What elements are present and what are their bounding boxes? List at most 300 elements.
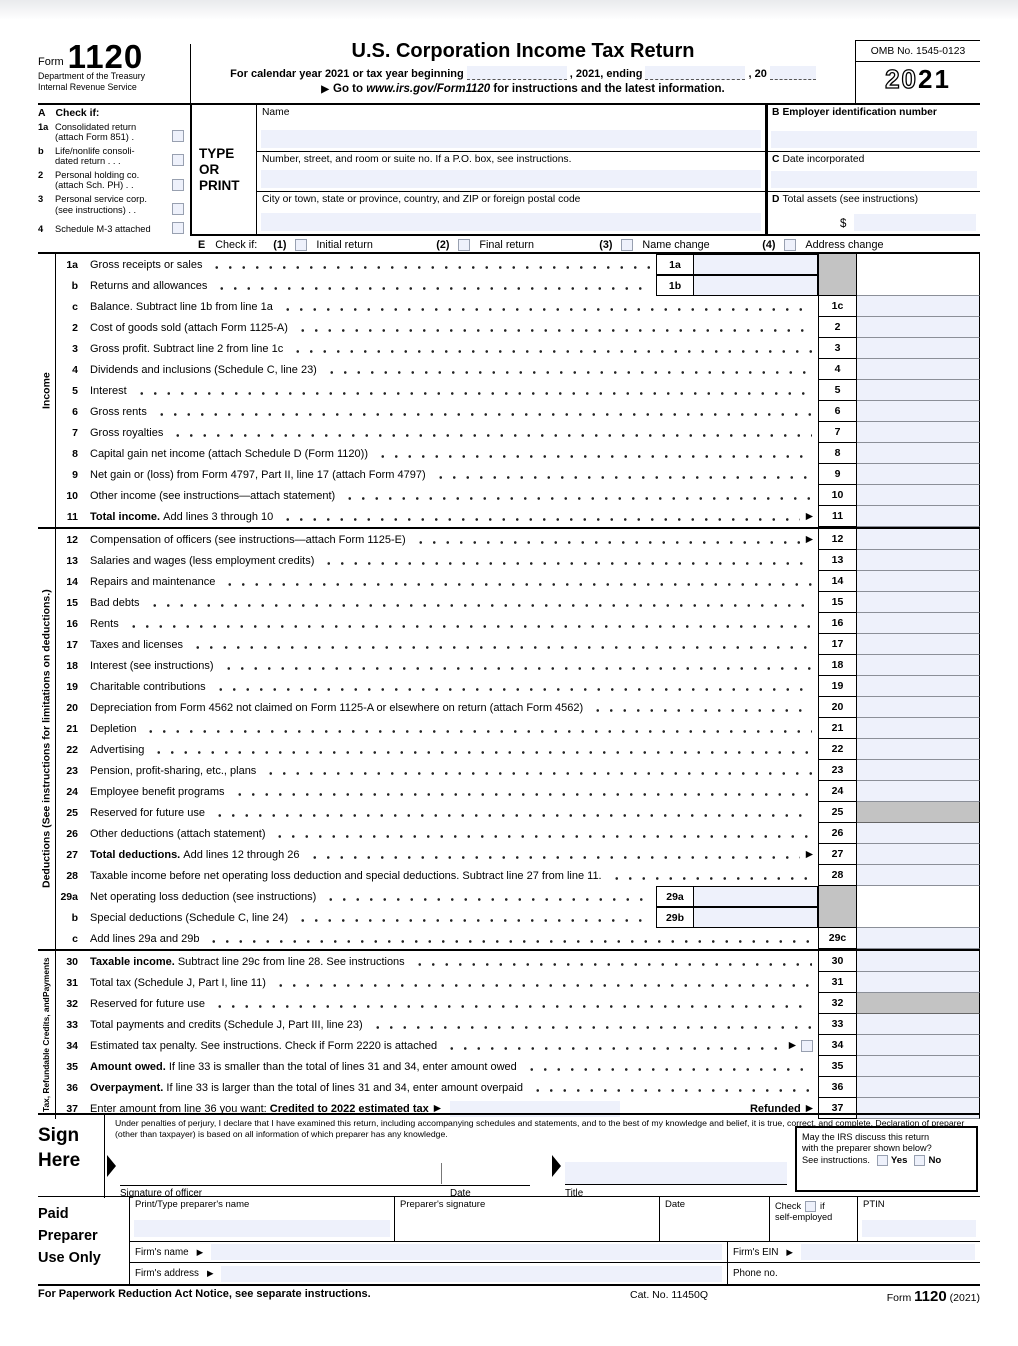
line-number: 18	[66, 659, 78, 672]
line-3-amount-field[interactable]	[857, 338, 980, 359]
line-36-amount-field[interactable]	[857, 1077, 980, 1098]
type-or-print-label: TYPE OR PRINT	[199, 145, 240, 193]
dot-leader	[212, 993, 812, 1014]
dot-leader	[273, 972, 812, 993]
line-33-amount-field[interactable]	[857, 1014, 980, 1035]
line-28-amount-field[interactable]	[857, 865, 980, 886]
line-label: Gross receipts or sales	[83, 254, 656, 275]
line-number-box: 13	[818, 550, 857, 571]
line-number-box: 23	[818, 760, 857, 781]
tax-line-31	[56, 972, 980, 993]
line-number: 34	[66, 1039, 78, 1052]
firms-name-cell: Firm's name ▶	[130, 1242, 727, 1262]
discuss-no-checkbox[interactable]	[914, 1155, 925, 1166]
city-state-zip-field[interactable]	[261, 213, 761, 231]
income-line-9	[56, 464, 980, 485]
ein-label: Employer identification number	[782, 107, 937, 118]
calendar-year-line	[191, 66, 855, 80]
line-number: 29a	[60, 890, 78, 903]
dot-leader	[375, 443, 812, 464]
line-number: 35	[66, 1060, 78, 1073]
a-item-label: Schedule M-3 attached	[55, 224, 151, 235]
income-line-1b	[56, 275, 980, 296]
income-line-1c	[56, 296, 980, 317]
omb-number: OMB No. 1545-0123	[856, 41, 980, 62]
firms-name-field[interactable]	[211, 1244, 722, 1260]
sign-here-block	[38, 1113, 980, 1198]
line-6-amount-field[interactable]	[857, 401, 980, 422]
line-number: 21	[66, 722, 78, 735]
line-label: Employee benefit programs	[83, 781, 818, 802]
firms-ein-field[interactable]	[801, 1244, 975, 1260]
line-number: 15	[66, 596, 78, 609]
self-employed-cell: Check if self-employed	[770, 1197, 858, 1241]
line-number: 25	[66, 806, 78, 819]
line-22-amount-field[interactable]	[857, 739, 980, 760]
line-number: 28	[66, 869, 78, 882]
income-line-2	[56, 317, 980, 338]
line-12-amount-field[interactable]	[857, 529, 980, 550]
line-label: Taxable income before net operating loss deduction and special deductions. Subtract line 27 from line 11.	[83, 865, 818, 886]
line-number-box: 14	[818, 571, 857, 592]
e-option-number: (1)	[273, 239, 287, 251]
line-14-amount-field[interactable]	[857, 571, 980, 592]
form-footer-id: Form 1120 (2021)	[886, 1288, 980, 1305]
dot-leader	[342, 485, 812, 506]
signature-arrow-icon	[107, 1155, 116, 1177]
income-line-8	[56, 443, 980, 464]
empty-cell	[857, 907, 980, 928]
income-line-10	[56, 485, 980, 506]
dot-leader	[323, 886, 650, 907]
line-label: Other income (see instructions—attach statement)	[83, 485, 818, 506]
line-number: 31	[66, 976, 78, 989]
line-label: Salaries and wages (less employment credits)	[83, 550, 818, 571]
deductions-line-21	[56, 718, 980, 739]
paid-preparer-label: Paid Preparer Use Only	[38, 1197, 130, 1284]
line-29b-amount-field[interactable]	[694, 908, 817, 927]
dot-leader	[206, 928, 812, 949]
line-4-amount-field[interactable]	[857, 359, 980, 380]
paperwork-notice: For Paperwork Reduction Act Notice, see separate instructions.	[38, 1288, 371, 1300]
e-option-number: (2)	[436, 239, 450, 251]
goto-line: ▶ Go to www.irs.gov/Form1120 for instructions and the latest information.	[321, 83, 725, 95]
form-2220-checkbox[interactable]	[801, 1040, 813, 1052]
line-1a-box-label: 1a	[657, 255, 694, 274]
line-label: Rents	[83, 613, 818, 634]
line-29a-box-label: 29a	[657, 887, 694, 906]
line-label: Reserved for future use	[83, 802, 818, 823]
line-number-box: 10	[818, 485, 857, 506]
date-incorporated-field[interactable]	[771, 171, 977, 188]
line-19-amount-field[interactable]	[857, 676, 980, 697]
line-number: 9	[72, 468, 78, 481]
line-7-amount-field[interactable]	[857, 422, 980, 443]
line-label: Compensation of officers (see instructions—attach Form 1125-E) ▶	[83, 529, 818, 550]
dot-leader	[412, 951, 812, 972]
omb-box	[855, 40, 980, 103]
dot-leader	[147, 592, 812, 613]
checkbox-life-nonlife-consoli[interactable]	[172, 154, 184, 166]
empty-cell	[857, 275, 980, 296]
checkbox-address-change[interactable]	[784, 239, 796, 251]
e-option-label: Final return	[479, 239, 535, 251]
line-1c-amount-field[interactable]	[857, 296, 980, 317]
income-line-1a	[56, 254, 980, 275]
e-option-initial-return	[273, 239, 436, 251]
line-5-amount-field[interactable]	[857, 380, 980, 401]
page-title: U.S. Corporation Income Tax Return	[351, 40, 695, 62]
date-label: Date	[450, 1188, 471, 1199]
dot-leader	[530, 1077, 812, 1098]
line-number-box: 1c	[818, 296, 857, 317]
line-9-amount-field[interactable]	[857, 464, 980, 485]
line-number: 37	[66, 1102, 78, 1115]
dot-leader	[295, 317, 812, 338]
tax-line-34	[56, 1035, 980, 1056]
dot-leader	[151, 739, 812, 760]
line-label: Estimated tax penalty. See instructions. Check if Form 2220 is attached ▶	[83, 1035, 818, 1056]
corporation-name-field[interactable]	[261, 130, 761, 148]
line-label: Cost of goods sold (attach Form 1125-A)	[83, 317, 818, 338]
checkbox-initial-return[interactable]	[295, 239, 307, 251]
line-35-amount-field[interactable]	[857, 1056, 980, 1077]
line-label: Total tax (Schedule J, Part I, line 11)	[83, 972, 818, 993]
dot-leader	[143, 718, 812, 739]
a-item-b	[38, 144, 188, 168]
empty-cell	[857, 254, 980, 275]
e-option-final-return	[436, 239, 599, 251]
self-employed-checkbox[interactable]	[805, 1201, 816, 1212]
line-27-amount-field[interactable]	[857, 844, 980, 865]
street-address-field[interactable]	[261, 170, 761, 188]
dot-leader	[212, 802, 812, 823]
dot-leader	[590, 697, 812, 718]
line-number-box: 26	[818, 823, 857, 844]
checkbox-personal-service-corp[interactable]	[172, 203, 184, 215]
line-21-amount-field[interactable]	[857, 718, 980, 739]
line-label: Total deductions. Add lines 12 through 26 ▶	[83, 844, 818, 865]
dollar-sign: $	[840, 218, 847, 230]
firms-address-cell: Firm's address ▶	[130, 1263, 727, 1284]
line-29b-box-label: 29b	[657, 908, 694, 927]
tax-year-beginning-field[interactable]	[467, 66, 567, 80]
checkbox-personal-holding-co[interactable]	[172, 179, 184, 191]
section-a-title: Check if:	[55, 108, 100, 119]
line-number-box: 36	[818, 1077, 857, 1098]
deductions-line-16	[56, 613, 980, 634]
a-item-number: b	[38, 145, 44, 156]
irs-discuss-box: May the IRS discuss this return with the preparer shown below? See instructions. Yes No	[795, 1126, 978, 1192]
line-number: 23	[66, 764, 78, 777]
line-label: Reserved for future use	[83, 993, 818, 1014]
dot-leader	[222, 571, 812, 592]
form-title-block	[191, 40, 855, 95]
deductions-line-19	[56, 676, 980, 697]
preparer-signature-cell[interactable]: Preparer's signature	[395, 1197, 660, 1241]
reserved-cell	[818, 886, 857, 907]
line-label: Pension, profit-sharing, etc., plans	[83, 760, 818, 781]
line-number-box: 25	[818, 802, 857, 823]
line-label: Net operating loss deduction (see instructions)	[83, 886, 656, 907]
tax-line-35	[56, 1056, 980, 1077]
section-e-title: Check if:	[215, 239, 258, 251]
phone-cell: Phone no.	[727, 1263, 980, 1284]
line-number: 2	[72, 321, 78, 334]
income-line-7	[56, 422, 980, 443]
line-number-box: 24	[818, 781, 857, 802]
deductions-line-15	[56, 592, 980, 613]
e-option-label: Initial return	[316, 239, 373, 251]
line-label: Interest	[83, 380, 818, 401]
line-number-box: 29c	[818, 928, 857, 949]
form-word: Form	[38, 56, 64, 68]
line-number: 11	[66, 510, 78, 523]
checkbox-name-change[interactable]	[621, 239, 633, 251]
city-row	[257, 192, 765, 234]
line-number-box: 37	[818, 1098, 857, 1119]
ptin-cell: PTIN	[858, 1197, 980, 1241]
line-18-amount-field[interactable]	[857, 655, 980, 676]
right-arrow-icon: ▶	[805, 848, 813, 860]
tax-year-yy-field[interactable]	[770, 66, 816, 80]
line-24-amount-field[interactable]	[857, 781, 980, 802]
line-number: 12	[66, 533, 78, 546]
line-label: Repairs and maintenance	[83, 571, 818, 592]
deductions-line-27	[56, 844, 980, 865]
line-1b-box-label: 1b	[657, 276, 694, 295]
line-1a-amount-field[interactable]	[694, 255, 817, 274]
right-arrow-icon: ▶	[321, 84, 329, 95]
dot-leader	[524, 1056, 812, 1077]
income-line-6	[56, 401, 980, 422]
line-32-reserved-cell	[857, 993, 980, 1014]
paid-preparer-block	[38, 1196, 980, 1286]
line-number: 13	[66, 554, 78, 567]
preparer-date-cell[interactable]: Date	[660, 1197, 770, 1241]
line-number-box: 31	[818, 972, 857, 993]
e-option-label: Name change	[642, 239, 710, 251]
deductions-line-26	[56, 823, 980, 844]
section-a-letter: A	[38, 108, 46, 119]
line-1b-amount-field[interactable]	[694, 276, 817, 295]
line-10-amount-field[interactable]	[857, 485, 980, 506]
dot-leader	[232, 781, 812, 802]
deductions-line-14	[56, 571, 980, 592]
line-label: Advertising	[83, 739, 818, 760]
line-number-box: 21	[818, 718, 857, 739]
line-number: 6	[72, 405, 78, 418]
date-incorporated-label: Date incorporated	[782, 154, 865, 165]
tax-credits-payments-section	[38, 949, 980, 1119]
firms-address-field[interactable]	[221, 1266, 722, 1282]
line-1a-inner-box	[656, 254, 818, 275]
a-item-label: Personal holding co. (attach Sch. PH) . .	[55, 169, 140, 191]
right-arrow-icon: ▶	[206, 1268, 214, 1278]
line-number: 10	[66, 489, 78, 502]
line-23-amount-field[interactable]	[857, 760, 980, 781]
line-label: Gross profit. Subtract line 2 from line 1c	[83, 338, 818, 359]
income-line-11	[56, 506, 980, 527]
total-assets-box: D Total assets (see instructions) $	[768, 192, 980, 234]
street-label: Number, street, and room or suite no. If a P.O. box, see instructions.	[262, 154, 572, 165]
city-label: City or town, state or province, country, and ZIP or foreign postal code	[262, 194, 581, 205]
line-number: 17	[66, 638, 78, 651]
dot-leader	[433, 464, 812, 485]
tax-year-badge: 2021	[885, 64, 951, 94]
line-15-amount-field[interactable]	[857, 592, 980, 613]
form-number: 1120	[67, 38, 144, 75]
deductions-line-28	[56, 865, 980, 886]
name-row	[257, 105, 765, 152]
sign-here-label: Sign Here	[38, 1115, 105, 1198]
phone-field[interactable]	[786, 1266, 975, 1282]
dept-line: Internal Revenue Service	[38, 81, 137, 92]
line-number-box: 34	[818, 1035, 857, 1056]
line-number-box: 3	[818, 338, 857, 359]
deductions-line-29b	[56, 907, 980, 928]
tax-line-32	[56, 993, 980, 1014]
line-29a-inner-box	[656, 886, 818, 907]
line-number-box: 9	[818, 464, 857, 485]
income-line-3	[56, 338, 980, 359]
deductions-line-25	[56, 802, 980, 823]
line-number-box: 16	[818, 613, 857, 634]
line-8-amount-field[interactable]	[857, 443, 980, 464]
dot-leader	[214, 275, 650, 296]
line-20-amount-field[interactable]	[857, 697, 980, 718]
deductions-line-29a	[56, 886, 980, 907]
officer-title-field[interactable]	[565, 1162, 787, 1185]
tax-sidebar	[38, 951, 56, 1119]
reserved-cell	[818, 275, 857, 296]
total-assets-field[interactable]	[854, 214, 976, 231]
a-item-label: Consolidated return (attach Form 851) .	[55, 121, 137, 143]
dot-leader	[126, 613, 812, 634]
line-label: Enter amount from line 36 you want: Credited to 2022 estimated tax ▶ Refunded ▶	[90, 1102, 813, 1115]
line-11-amount-field[interactable]	[857, 506, 980, 527]
line-label: Balance. Subtract line 1b from line 1a	[83, 296, 818, 317]
right-arrow-icon: ▶	[786, 1246, 793, 1257]
line-number-box: 15	[818, 592, 857, 613]
line-number: 19	[66, 680, 78, 693]
dot-leader	[280, 296, 812, 317]
line-label: Dividends and inclusions (Schedule C, line 23)	[83, 359, 818, 380]
checkbox-consolidated-return[interactable]	[172, 130, 184, 142]
line-number: 4	[72, 363, 78, 376]
line-number-box: 6	[818, 401, 857, 422]
line-number: 24	[66, 785, 78, 798]
preparer-name-field[interactable]	[134, 1220, 390, 1237]
discuss-yes-checkbox[interactable]	[877, 1155, 888, 1166]
form-number-block	[38, 38, 188, 92]
officer-signature-line[interactable]	[120, 1163, 530, 1186]
line-31-amount-field[interactable]	[857, 972, 980, 993]
line-number: 32	[66, 997, 78, 1010]
line-30-amount-field[interactable]	[857, 951, 980, 972]
form-header	[38, 40, 980, 103]
checkbox-schedule-m-3-attached[interactable]	[172, 222, 184, 234]
income-line-4	[56, 359, 980, 380]
ptin-field[interactable]	[862, 1220, 976, 1237]
dot-leader	[324, 359, 812, 380]
deductions-line-13	[56, 550, 980, 571]
line-29a-amount-field[interactable]	[694, 887, 817, 906]
dot-leader	[290, 338, 812, 359]
empty-cell	[857, 886, 980, 907]
deductions-line-22	[56, 739, 980, 760]
line-number: 8	[72, 447, 78, 460]
line-number: c	[72, 932, 78, 945]
ein-box: B Employer identification number	[768, 105, 980, 152]
line-number: 1a	[66, 258, 78, 271]
catalog-number: Cat. No. 11450Q	[630, 1289, 709, 1301]
firms-ein-cell: Firm's EIN ▶	[727, 1242, 980, 1262]
line-34-amount-field[interactable]	[857, 1035, 980, 1056]
line-number: 26	[66, 827, 78, 840]
right-arrow-icon: ▶	[788, 1039, 796, 1051]
dot-leader	[413, 529, 800, 550]
line-label: Charitable contributions	[83, 676, 818, 697]
line-label: Net gain or (loss) from Form 4797, Part II, line 17 (attach Form 4797)	[83, 464, 818, 485]
deductions-section	[38, 527, 980, 949]
reserved-cell	[818, 254, 857, 275]
scan-shadow	[0, 0, 1018, 20]
dept-line: Department of the Treasury	[38, 71, 146, 81]
line-label: Total income. Add lines 3 through 10 ▶	[83, 506, 818, 527]
line-number: 16	[66, 617, 78, 630]
ein-field[interactable]	[771, 131, 977, 148]
line-number-box: 28	[818, 865, 857, 886]
a-item-label: Personal service corp. (see instructions) . .	[55, 194, 147, 215]
perjury-statement: Under penalties of perjury, I declare that I have examined this return, including accompanying schedules and statements, and to the best of my knowledge and belief, it is true, correct, and complete. Declaration of preparer (other than taxpayer) is based on all information of which preparer has any knowledge.	[115, 1118, 965, 1139]
dot-leader	[213, 676, 812, 697]
deductions-line-29c	[56, 928, 980, 949]
irs-url: www.irs.gov/Form1120	[366, 83, 491, 95]
right-arrow-icon: ▶	[805, 1102, 813, 1114]
dot-leader	[209, 254, 650, 275]
preparer-name-cell: Print/Type preparer's name	[130, 1197, 395, 1241]
dot-leader	[280, 506, 799, 527]
deductions-line-23	[56, 760, 980, 781]
checkbox-final-return[interactable]	[458, 239, 470, 251]
e-option-number: (3)	[599, 239, 613, 251]
line-number-box: 2	[818, 317, 857, 338]
line-2-amount-field[interactable]	[857, 317, 980, 338]
line-number-box: 20	[818, 697, 857, 718]
tax-sidebar-label: Tax, Refundable Credits, and Payments	[41, 957, 52, 1113]
line-26-amount-field[interactable]	[857, 823, 980, 844]
line-17-amount-field[interactable]	[857, 634, 980, 655]
a-item-number: 3	[38, 194, 44, 205]
deductions-line-12	[56, 529, 980, 550]
title-arrow-icon	[552, 1155, 561, 1177]
line-number-box: 19	[818, 676, 857, 697]
line-29b-inner-box	[656, 907, 818, 928]
line-number: 5	[72, 384, 78, 397]
section-e-letter: E	[198, 239, 206, 251]
line-29c-amount-field[interactable]	[857, 928, 980, 949]
deductions-line-18	[56, 655, 980, 676]
income-sidebar	[38, 254, 56, 527]
dot-leader	[370, 1014, 812, 1035]
line-number: 33	[66, 1018, 78, 1031]
line-number: b	[71, 911, 78, 924]
right-arrow-icon: ▶	[805, 533, 813, 545]
tax-year-ending-field[interactable]	[645, 66, 745, 80]
line-13-amount-field[interactable]	[857, 550, 980, 571]
line-16-amount-field[interactable]	[857, 613, 980, 634]
